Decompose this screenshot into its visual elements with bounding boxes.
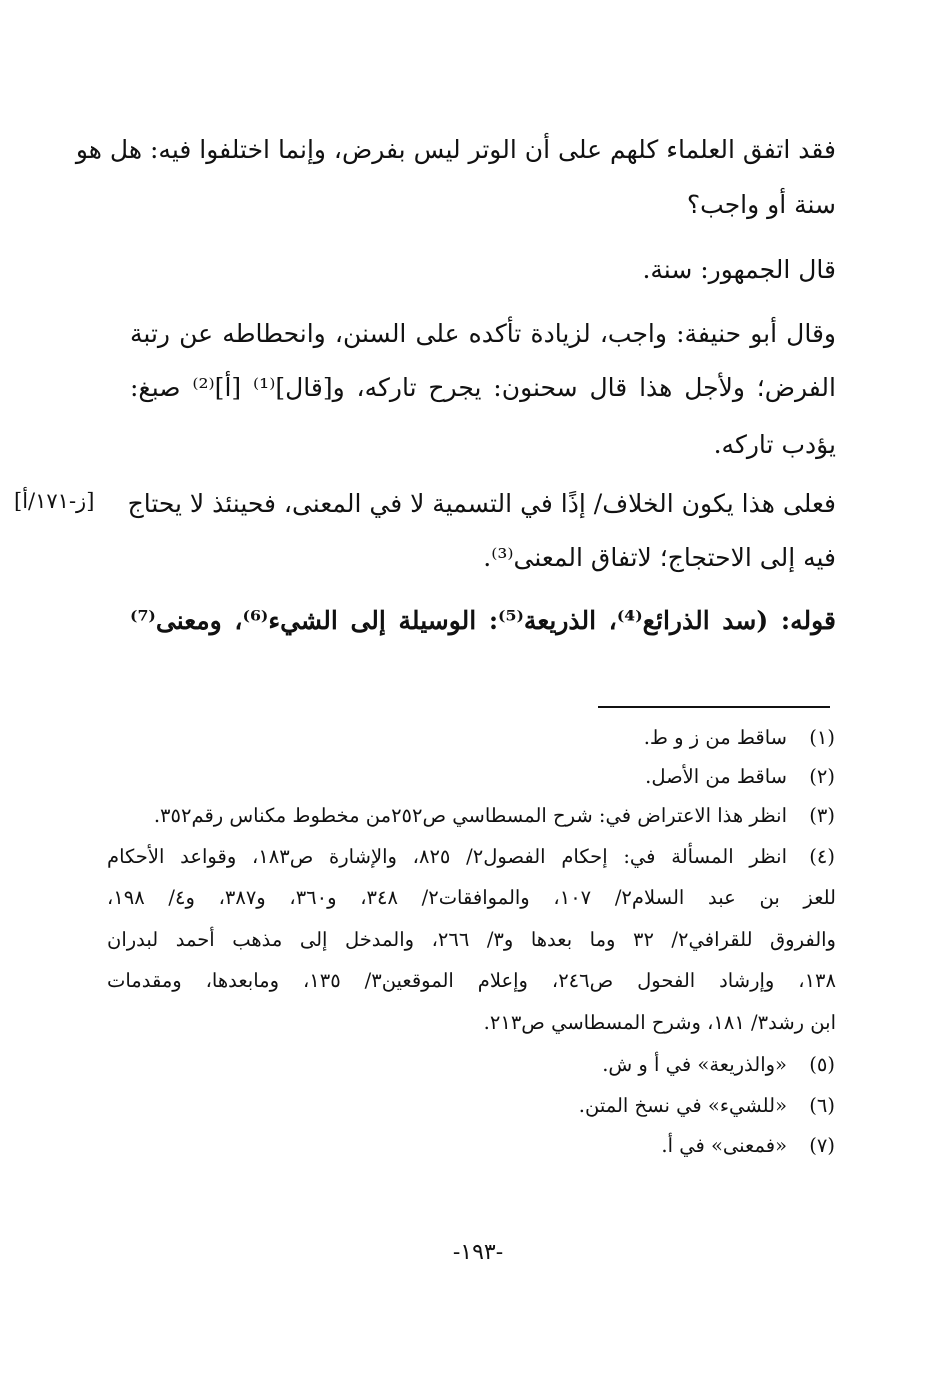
footnote-text: «والذريعة» في أ و ش. — [602, 1053, 787, 1076]
body-line: قال الجمهور: سنة. — [642, 255, 836, 284]
body-line: فيه إلى الاحتجاج؛ لاتفاق المعنى⁽³⁾. — [483, 543, 836, 572]
footnote-number: (٧) — [809, 1134, 835, 1157]
footnote-text: «للشيء» في نسخ المتن. — [578, 1094, 787, 1117]
body-line: الفرض؛ ولأجل هذا قال سحنون: يجرح تاركه، و[قال]⁽¹⁾ [أ]⁽²⁾ صبغ: — [130, 373, 836, 402]
footnote-text: انظر هذا الاعتراض في: شرح المسطاسي ص٢٥٢من مخطوط مكناس رقم٣٥٢. — [153, 804, 787, 827]
footnote-text: «فمعنى» في أ. — [661, 1134, 787, 1157]
body-line: يؤدب تاركه. — [713, 430, 836, 459]
footnote-number: (١) — [809, 726, 835, 749]
footnote-text: ١٣٨، وإرشاد الفحول ص٢٤٦، وإعلام الموقعين٣/ ١٣٥، ومابعدها، ومقدمات — [107, 969, 836, 992]
body-line: سنة أو واجب؟ — [686, 190, 836, 219]
body-line: فقد اتفق العلماء كلهم على أن الوتر ليس بفرض، وإنما اختلفوا فيه: هل هو — [75, 135, 836, 164]
footnote-text: ساقط من الأصل. — [645, 765, 787, 788]
footnote-text: والفروق للقرافي٢/ ٣٢ وما بعدها و٣/ ٢٦٦، والمدخل إلى مذهب أحمد لبدران — [107, 928, 836, 951]
body-line: فعلى هذا يكون الخلاف/ إذًا في التسمية لا في المعنى، فحينئذ لا يحتاج — [127, 489, 836, 518]
body-line: وقال أبو حنيفة: واجب، لزيادة تأكده على السنن، وانحطاطه عن رتبة — [130, 319, 836, 348]
page-number: -١٩٣- — [452, 1240, 504, 1265]
footnote-separator — [598, 706, 830, 708]
footnote-text: انظر المسألة في: إحكام الفصول٢/ ٨٢٥، والإشارة ص١٨٣، وقواعد الأحكام — [107, 845, 787, 868]
footnote-number: (٥) — [809, 1053, 835, 1076]
footnote-number: (٤) — [809, 845, 835, 868]
body-line: قوله: (سد الذرائع⁽⁴⁾، الذريعة⁽⁵⁾: الوسيلة إلى الشيء⁽⁶⁾، ومعنى⁽⁷⁾ — [130, 606, 836, 635]
footnote-text: للعز بن عبد السلام٢/ ١٠٧، والموافقات٢/ ٣٤٨، و٣٦٠، و٣٨٧، و٤/ ١٩٨، — [107, 886, 836, 909]
footnote-text: ابن رشد٣/ ١٨١، وشرح المسطاسي ص٢١٣. — [483, 1011, 836, 1034]
footnote-number: (٣) — [809, 804, 835, 827]
footnote-number: (٢) — [809, 765, 835, 788]
footnote-number: (٦) — [809, 1094, 835, 1117]
margin-folio-reference: [ز-١٧١/أ] — [14, 489, 95, 513]
footnote-text: ساقط من ز و ط. — [643, 726, 787, 749]
